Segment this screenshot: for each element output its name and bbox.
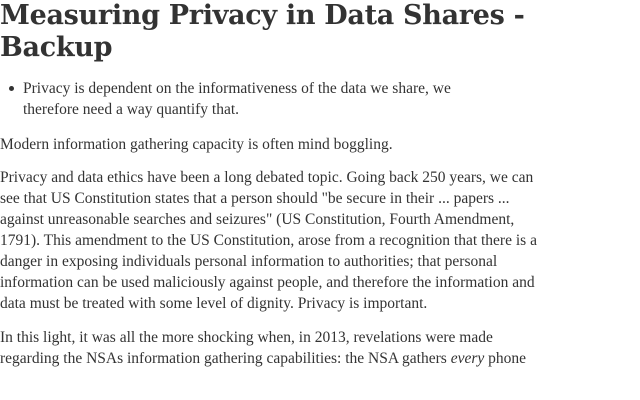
bullet-dot-icon: [9, 86, 14, 91]
bullet-text: Privacy is dependent on the informativeness of the data we share, we therefore need a way quantify that.: [23, 80, 451, 118]
page-title: Measuring Privacy in Data Shares - Backup: [0, 0, 525, 63]
emphasis-every: every: [450, 350, 485, 367]
paragraph-history: Privacy and data ethics have been a long debated topic. Going back 250 years, we can see that US Constitution states that a person should "be secure in their ... papers ... against unreasonable searches and seizures" (US Constitution, Fourth Amendment, 1791). This amendment to the US Constitution, arose from a recognition that there is a danger in exposing individuals personal information to authorities; that personal information can be used maliciously against people, and therefore the information and data must be treated with some level of dignity. Privacy is important.: [0, 169, 537, 312]
paragraph-nsa-text: In this light, it was all the more shocking when, in 2013, revelations were made regarding the NSAs information gathering capabilities: the NSA gathers: [0, 329, 493, 367]
paragraph-nsa: [0, 327, 540, 369]
bullet-list: [0, 78, 540, 120]
paragraph-intro: Modern information gathering capacity is often mind boggling.: [0, 136, 393, 153]
paragraph-nsa-tail: phone: [484, 350, 527, 367]
list-item: [23, 78, 473, 120]
